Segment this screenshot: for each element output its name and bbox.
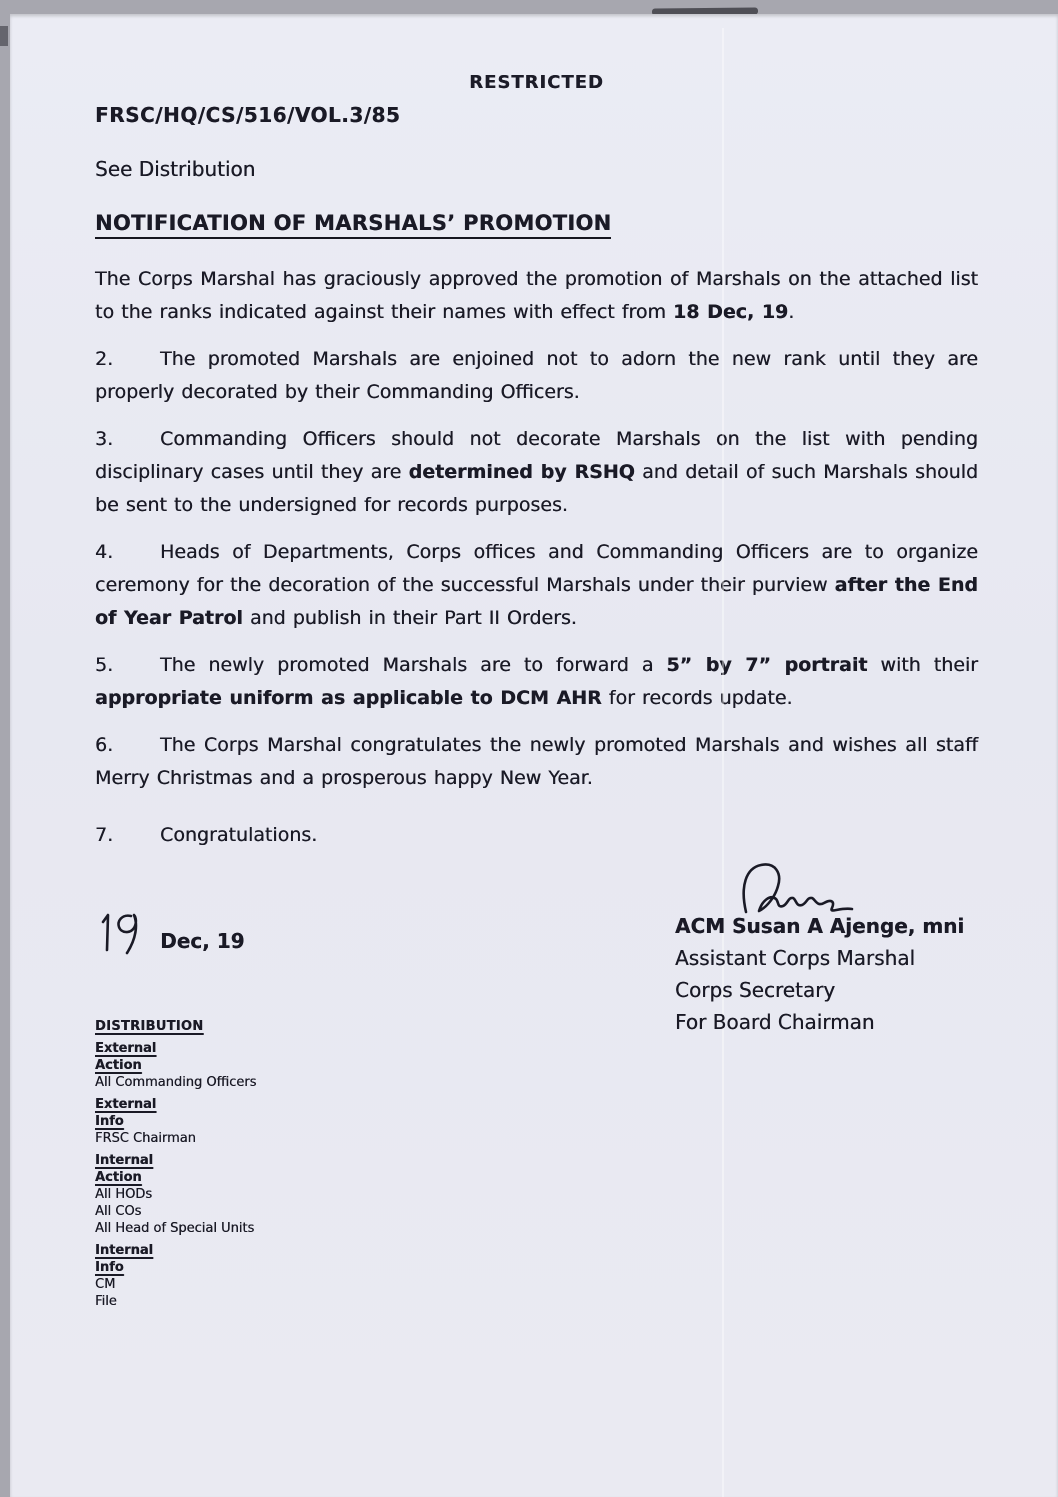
distribution-group-label: Info: [95, 1114, 124, 1129]
paragraph-number: 7.: [95, 824, 114, 846]
paragraph-text: The promoted Marshals are enjoined not to adorn the new rank until they are properly decorated by their Commanding Officers.: [95, 348, 978, 403]
signatory-rank: Assistant Corps Marshal: [675, 946, 916, 970]
distribution-group-label: Action: [95, 1058, 142, 1073]
paragraph-number: 6.: [95, 734, 114, 756]
paragraph-text: with their: [867, 654, 978, 676]
paragraph: [95, 343, 978, 409]
paragraph-text: Heads of Departments, Corps offices and Commanding Officers are to organize ceremony for the decoration of the successful Marshals under their purview: [95, 541, 978, 596]
distribution-group-label: External: [95, 1097, 157, 1112]
document-title: NOTIFICATION OF MARSHALS’ PROMOTION: [95, 211, 611, 239]
classification-marking: RESTRICTED: [469, 72, 604, 93]
signatory-for-line: For Board Chairman: [675, 1010, 875, 1034]
addressee-line: See Distribution: [95, 157, 256, 181]
paragraph-text: .: [788, 301, 795, 323]
distribution-recipient: CM: [95, 1277, 116, 1292]
paragraph-text: 18 Dec, 19: [672, 301, 789, 323]
paragraph-text: Congratulations.: [160, 824, 318, 846]
handwritten-day-19: [95, 906, 149, 958]
paragraph: [95, 423, 978, 522]
distribution-recipient: All COs: [95, 1204, 142, 1219]
signatory-name: ACM Susan A Ajenge, mni: [675, 914, 965, 938]
date-block: [95, 906, 245, 958]
paragraph-number: 3.: [95, 428, 114, 450]
distribution-group-label: Action: [95, 1170, 142, 1185]
scan-edge-artifact: [0, 26, 8, 46]
distribution-recipient: All Commanding Officers: [95, 1075, 257, 1090]
distribution-group-label: Info: [95, 1260, 124, 1275]
body-paragraphs: [95, 263, 978, 852]
distribution-items: [95, 1040, 256, 1310]
date-typed-text: Dec, 19: [160, 929, 245, 953]
paragraph: [95, 729, 978, 795]
distribution-recipient: All Head of Special Units: [95, 1221, 255, 1236]
paragraph-text: The Corps Marshal congratulates the newly promoted Marshals and wishes all staff Merry Christmas and a prosperous happy New Year.: [95, 734, 978, 789]
paragraph: [95, 819, 978, 852]
paragraph-text: determined by RSHQ: [408, 461, 635, 483]
distribution-recipient: All HODs: [95, 1187, 153, 1202]
signatory-appointment: Corps Secretary: [675, 978, 836, 1002]
distribution-group-label: Internal: [95, 1243, 154, 1258]
paragraph-text: and detail of such Marshals should be sent to the undersigned for records purposes.: [95, 461, 979, 516]
signature-and-distribution-area: [95, 866, 978, 1486]
paragraph-text: appropriate uniform as applicable to DCM AHR: [95, 687, 602, 709]
reference-number: FRSC/HQ/CS/516/VOL.3/85: [95, 103, 401, 127]
distribution-group-label: Internal: [95, 1153, 154, 1168]
distribution-title: DISTRIBUTION: [95, 1019, 204, 1034]
paragraph-text: Commanding Officers should not decorate Marshals on the list with pending disciplinary cases until they are: [95, 428, 978, 483]
paragraph-text: for records update.: [601, 687, 793, 709]
paragraph-number: 2.: [95, 348, 114, 370]
document-paper: [10, 14, 1058, 1497]
distribution-list: [95, 1018, 256, 1310]
paragraph-text: The Corps Marshal has graciously approved the promotion of Marshals on the attached list to the ranks indicated against their names with effect from: [95, 268, 978, 323]
paragraph-text: The newly promoted Marshals are to forward a: [160, 654, 667, 676]
paragraph: [95, 263, 978, 329]
paragraph: [95, 649, 978, 715]
signature-block: [675, 856, 964, 1038]
paragraph-text: after the End of Year Patrol: [95, 574, 978, 629]
signature-scribble: [730, 856, 900, 918]
paragraph-text: and publish in their Part II Orders.: [242, 607, 577, 629]
paragraph-text: 5” by 7” portrait: [666, 654, 868, 676]
distribution-recipient: FRSC Chairman: [95, 1131, 196, 1146]
paragraph-number: 5.: [95, 654, 114, 676]
distribution-recipient: File: [95, 1294, 117, 1309]
paragraph: [95, 536, 978, 635]
distribution-group-label: External: [95, 1041, 157, 1056]
paragraph-number: 4.: [95, 541, 114, 563]
